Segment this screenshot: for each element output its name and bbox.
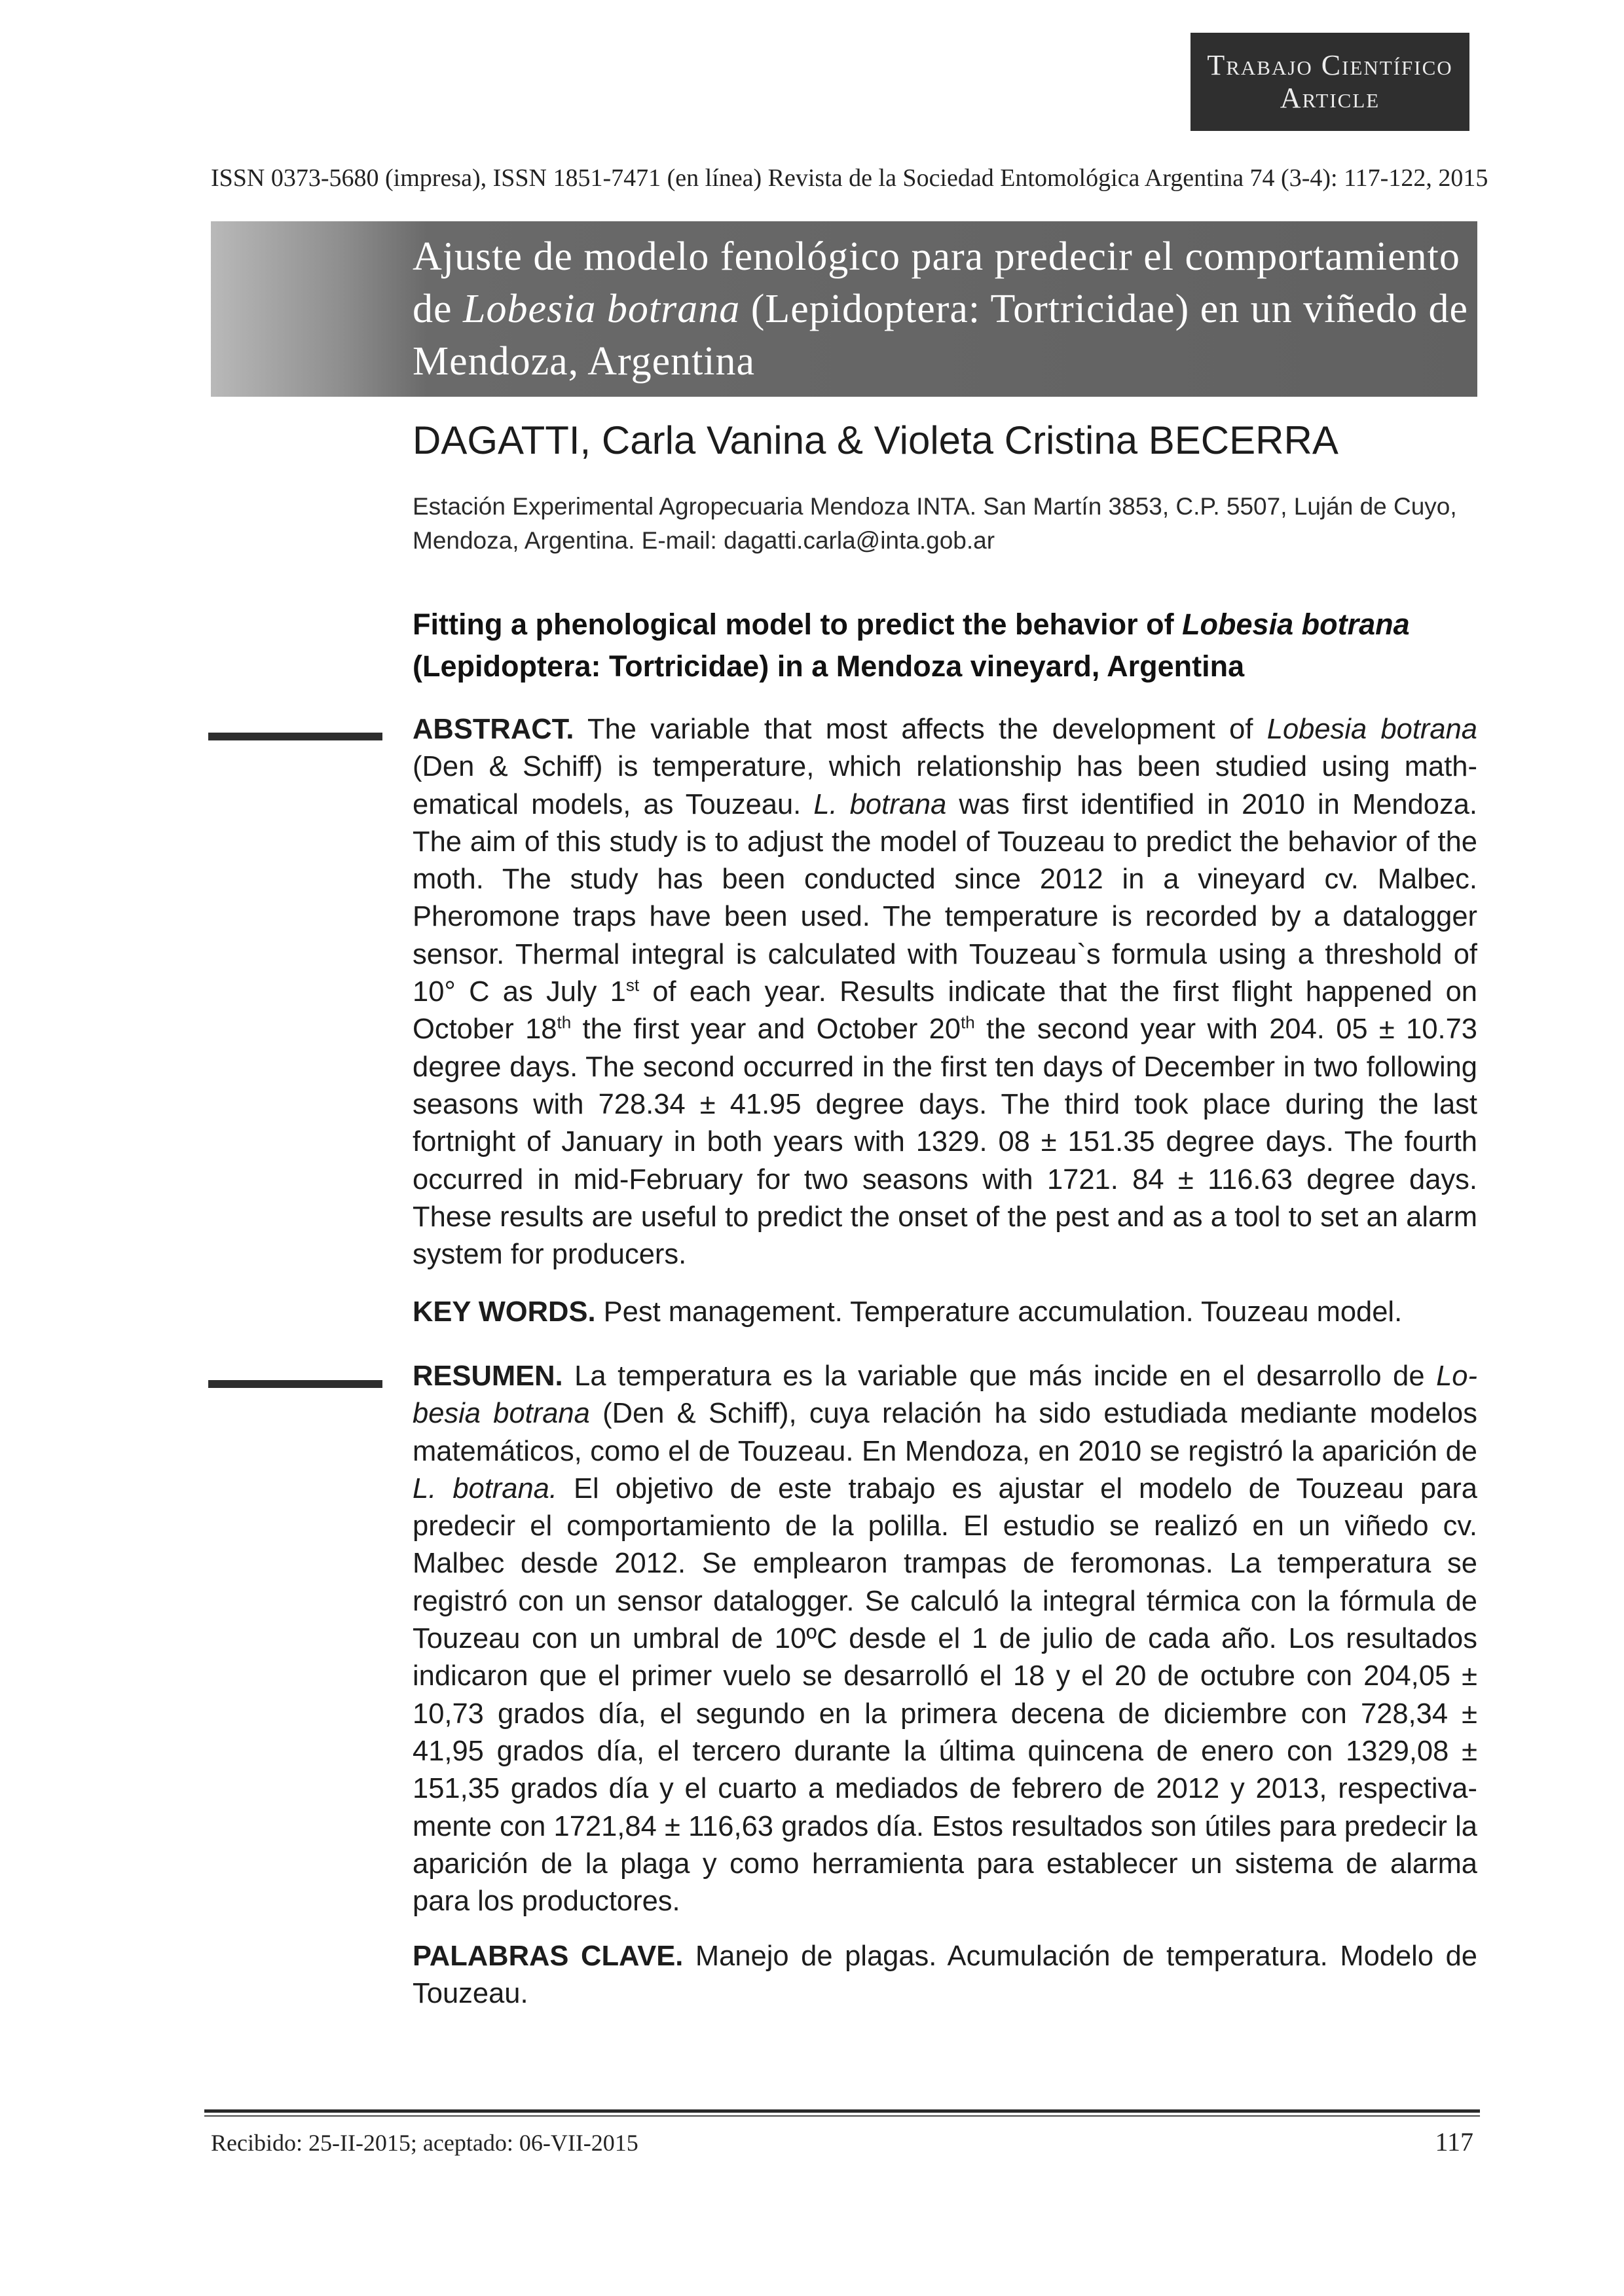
abstract-text: the first year and October 20: [571, 1013, 961, 1046]
title-text-2: (Lepidoptera: Tortricidae) en un viñedo de Mendoza, Argentina: [413, 287, 1469, 384]
en-title-text-1: Fitting a phenological model to predict the behavior of: [413, 608, 1183, 641]
resumen-text: La temperatura es la variable que más incide en el desarrollo de: [563, 1360, 1437, 1392]
authors: DAGATTI, Carla Vanina & Violeta Cristina BECERRA: [413, 418, 1338, 462]
abstract-paragraph: [413, 711, 1477, 1273]
abstract-species: L. botrana: [813, 788, 947, 820]
keywords-paragraph: [413, 1294, 1477, 1331]
ordinal-suffix: th: [961, 1012, 975, 1032]
affiliation: Estación Experimental Agropecuaria Mendoza INTA. San Martín 3853, C.P. 5507, Luján de Cuyo, Mendoza, Argentina. E-mail: dagatti.carla@inta.gob.ar: [413, 493, 1457, 554]
title-species: Lobesia botrana: [463, 287, 741, 331]
resumen-text: (Den & Schiff), cuya relación ha sido estudiada mediante modelos matemáticos, como el de Touzeau. En Mendoza, en 2010 se registró la aparición de: [413, 1398, 1477, 1467]
abstract-text: (Den & Schiff) is temperature, which relationship has been studied using mathematical models, as Touzeau.: [413, 751, 1477, 820]
keywords-heading: KEY WORDS.: [413, 1296, 596, 1328]
badge-line-1: Trabajo Científico: [1207, 49, 1453, 81]
palabras-clave-paragraph: [413, 1938, 1477, 2013]
abstract-marker-bar: [208, 733, 382, 740]
palabras-clave-heading: PALABRAS CLAVE.: [413, 1941, 684, 1972]
resumen-species: Lobesia botrana: [413, 1360, 1477, 1430]
resumen-marker-bar: [208, 1380, 382, 1388]
article-title-english: [413, 604, 1486, 687]
ordinal-suffix: th: [557, 1012, 572, 1032]
abstract-text: the second year with 204. 05 ± 10.73 degree days. The second occurred in the first ten days of December in two following seasons with 728.34 ± 41.95 degree days. The third took place during the last fortnight of January in both years with 1329. 08 ± 151.35 degree days. The fourth occurred in mid-February for two seasons with 1721. 84 ± 116.63 degree days. These results are useful to predict the onset of the pest and as a tool to set an alarm system for producers.: [413, 1013, 1477, 1271]
ordinal-suffix: st: [625, 975, 640, 995]
resumen-text: El objetivo de este trabajo es ajustar el modelo de Touzeau para predecir el comportamiento de la polilla. El estudio se realizó en un viñedo cv. Malbec desde 2012. Se emplearon trampas de feromonas. La temperatura se registró con un sensor datalogger. Se calculó la integral térmica con la fórmula de Touzeau con un umbral de 10ºC desde el 1 de julio de cada año. Los resultados indicaron que el primer vuelo se desarrolló el 18 y el 20 de octubre con 204,05 ± 10,73 grados día, el segundo en la primera decena de diciembre con 728,34 ± 41,95 grados día, el tercero durante la última quincena de enero con 1329,08 ± 151,35 grados día y el cuarto a mediados de febrero de 2012 y 2013, respectivamente con 1721,84 ± 116,63 grados día. Estos resultados son útiles para predecir la aparición de la plaga y como herramienta para establecer un sistema de alarma para los productores.: [413, 1472, 1477, 1918]
journal-citation: ISSN 0373-5680 (impresa), ISSN 1851-7471 (en línea) Revista de la Sociedad Entomológica Argentina 74 (3-4): 117-122, 2015: [211, 164, 1488, 192]
resumen-paragraph: [413, 1358, 1477, 1920]
en-title-text-2: (Lepidoptera: Tortricidae) in a Mendoza vineyard, Argentina: [413, 649, 1245, 683]
footer-rule-thin: [204, 2115, 1480, 2117]
received-dates: Recibido: 25-II-2015; aceptado: 06-VII-2015: [211, 2130, 638, 2156]
footer-rule: [204, 2109, 1480, 2113]
palabras-clave-text: Manejo de plagas. Acumulación de temperatura. Modelo de Touzeau.: [413, 1941, 1477, 2010]
abstract-text: was first identified in 2010 in Mendoza. The aim of this study is to adjust the model of Touzeau to predict the behavior of the moth. The study has been conducted since 2012 in a vineyard cv. Malbec. Pheromone traps have been used. The temperature is recorded by a datalogger sensor. Thermal integral is calculated with Touzeau`s formula using a threshold of 10° C as July 1: [413, 788, 1477, 1008]
badge-line-2: Article: [1280, 82, 1380, 114]
article-type-badge: [1190, 33, 1469, 131]
abstract-heading: ABSTRACT.: [413, 714, 574, 745]
en-title-species: Lobesia botrana: [1182, 608, 1410, 641]
keywords-text: Pest management. Temperature accumulation. Touzeau model.: [595, 1296, 1403, 1328]
abstract-text: of each year. Results indicate that the first flight happened on October 18: [413, 976, 1477, 1046]
title-text-1: Ajuste de modelo fenológico para predecir el comportamiento de: [413, 234, 1460, 331]
abstract-text: The variable that most affects the development of: [574, 714, 1267, 745]
resumen-species: L. botrana.: [413, 1472, 557, 1504]
article-title-spanish: [413, 230, 1486, 388]
page-number: 117: [1435, 2127, 1473, 2157]
abstract-species: Lobesia botrana: [1266, 714, 1477, 745]
resumen-heading: RESUMEN.: [413, 1360, 563, 1392]
